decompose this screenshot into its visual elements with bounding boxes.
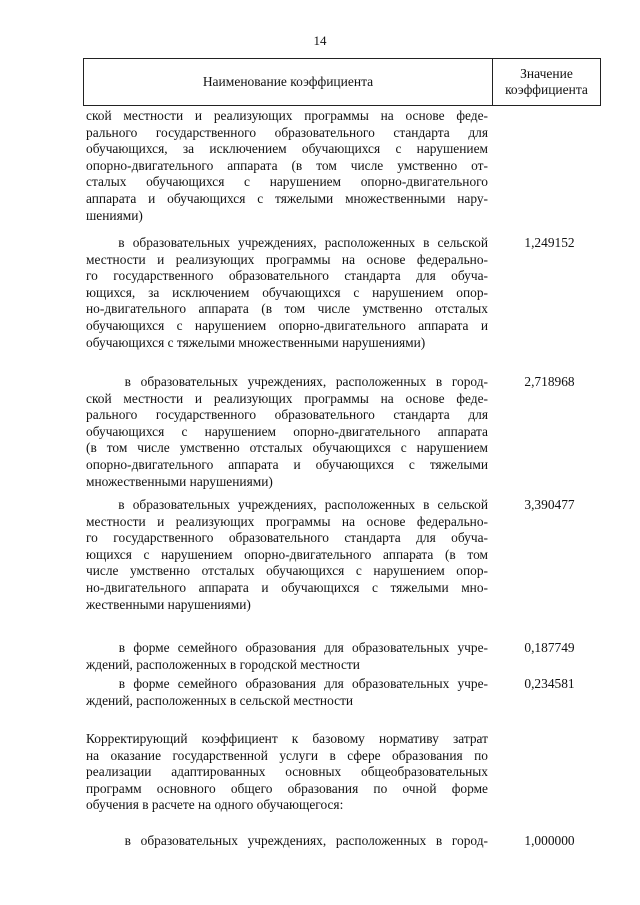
text-line: в образовательных учреждениях, расположенных в город- [86,374,488,389]
text-line: реализации адаптированных основных общеобразовательных [86,764,488,780]
text-line: но-двигательного аппарата (в том числе умственно отсталых [86,301,488,317]
text-line: ждений, расположенных в сельской местности [86,692,354,708]
text-line: множественными нарушениями) [86,473,273,489]
text-line: в форме семейного образования для образовательных учре- [86,640,488,655]
text-line: программ основного общего образования по очной форме [86,780,488,796]
header-coefficient-value [493,59,600,105]
text-line: сталых обучающихся с нарушением опорно-двигательного [86,174,488,190]
text-line: шениями) [86,207,143,223]
text-line: обучающихся, за исключением обучающихся с нарушением [86,141,488,157]
text-line: в образовательных учреждениях, расположенных в сельской [86,497,488,512]
row-description [86,235,488,351]
table-header [83,58,601,106]
text-line: обучающихся с тяжелыми множественными нарушениями) [86,334,426,350]
text-line: ской местности и реализующих программы на основе феде- [86,390,488,406]
row-description [86,833,488,850]
coefficient-value: 0,234581 [524,676,575,691]
text-line: ющихся с нарушением опорно-двигательного аппарата (в том [86,546,488,562]
text-line: го государственного образовательного стандарта для обуча- [86,268,488,284]
text-line: на оказание государственной услуги в сфере образования по [86,747,488,763]
text-line: жественными нарушениями) [86,596,251,612]
row-description [86,676,488,709]
text-line: местности и реализующих программы на основе федерально- [86,251,488,267]
text-line: аппарата и обучающихся с тяжелыми множественными нару- [86,190,488,206]
text-line: в образовательных учреждениях, расположенных в сельской [86,235,488,250]
coefficient-value: 2,718968 [524,374,575,389]
text-line: но-двигательного аппарата и обучающихся с тяжелыми мно- [86,579,488,595]
page-number: 14 [313,33,327,48]
coefficient-value: 1,000000 [524,833,575,848]
text-line: опорно-двигательного аппарата и обучающихся с тяжелыми [86,456,488,472]
coefficient-value: 0,187749 [524,640,575,655]
text-line: го государственного образовательного стандарта для обуча- [86,530,488,546]
text-line: ждений, расположенных в городской местности [86,656,360,672]
row-description [86,640,488,673]
text-line: обучающихся с нарушением опорно-двигательного аппарата и [86,317,488,333]
header-value-line1: Значение [520,66,573,81]
row-description [86,731,488,814]
row-description [86,108,488,224]
text-line: обучения в расчете на одного обучающегося: [86,797,344,813]
header-value-line2: коэффициента [505,82,588,97]
text-line: опорно-двигательного аппарата (в том числе умственно от- [86,157,488,173]
coefficient-value: 1,249152 [524,235,575,250]
text-line: ющихся, за исключением обучающихся с нарушением опор- [86,284,488,300]
text-line: обучающихся с нарушением опорно-двигательного аппарата [86,423,488,439]
text-line: (в том числе умственно отсталых обучающихся с нарушением [86,440,488,456]
text-line: в образовательных учреждениях, расположенных в город- [86,833,488,848]
row-description [86,497,488,613]
coefficient-value: 3,390477 [524,497,575,512]
text-line: в форме семейного образования для образовательных учре- [86,676,488,691]
text-line: рального государственного образовательного стандарта для [86,407,488,423]
row-description [86,374,488,490]
text-line: местности и реализующих программы на основе федерально- [86,513,488,529]
text-line: числе умственно отсталых обучающихся с нарушением опор- [86,563,488,579]
header-coefficient-name: Наименование коэффициента [84,59,493,105]
text-line: ской местности и реализующих программы на основе феде- [86,108,488,123]
text-line: рального государственного образовательного стандарта для [86,124,488,140]
text-line: Корректирующий коэффициент к базовому нормативу затрат [86,731,488,746]
